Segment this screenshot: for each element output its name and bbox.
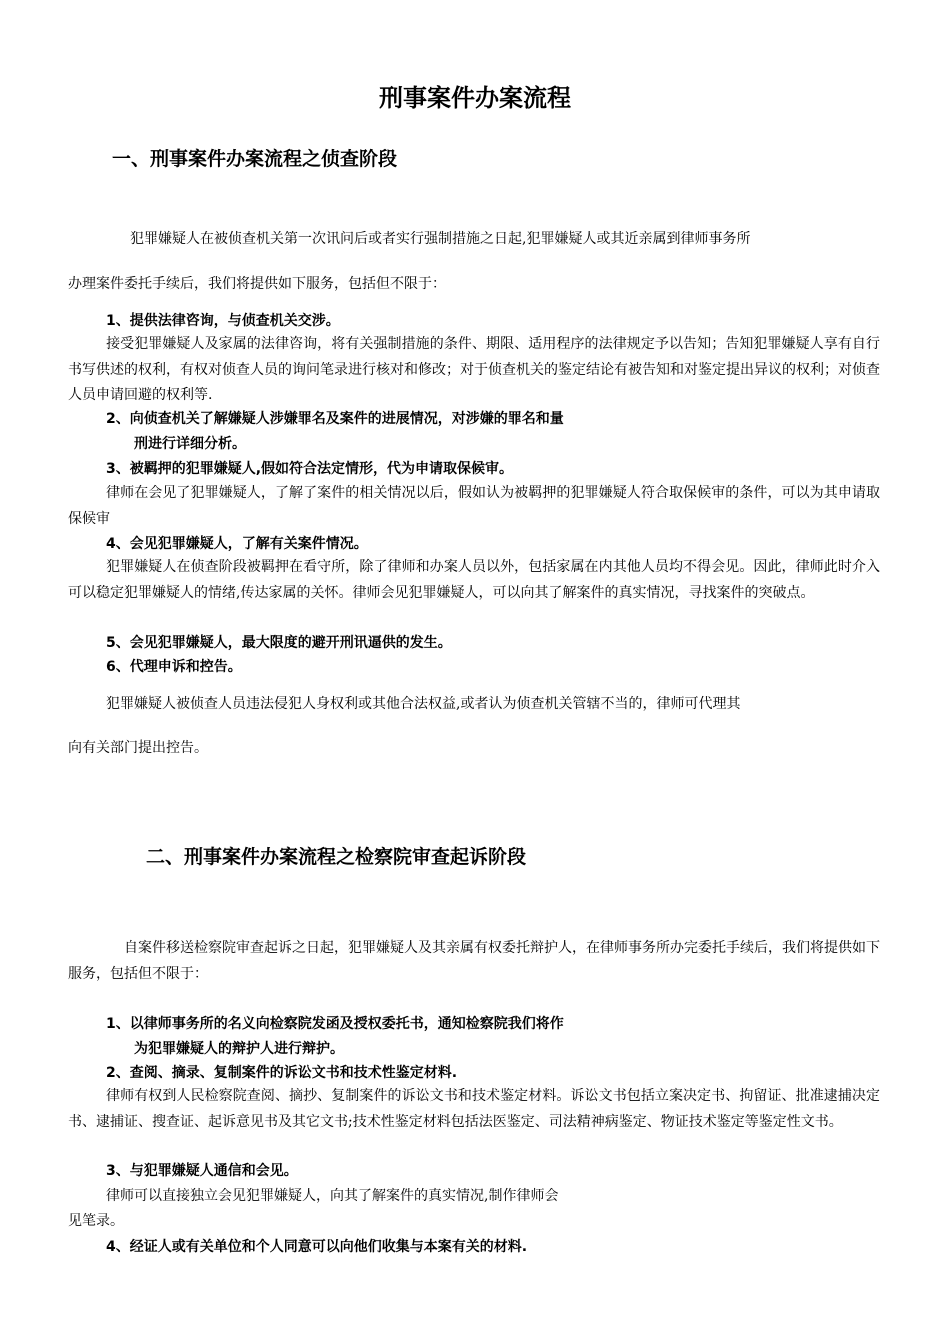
section1-item6-title: 6、代理申诉和控告。: [106, 659, 242, 675]
section1-heading: 一、刑事案件办案流程之侦查阶段: [112, 148, 398, 170]
section2-item2-body: [68, 1084, 880, 1135]
section2-intro: [68, 936, 880, 987]
section1-item2-title-line1: 2、向侦查机关了解嫌疑人涉嫌罪名及案件的进展情况，对涉嫌的罪名和量: [106, 411, 564, 427]
section1-item4-title: 4、会见犯罪嫌疑人，了解有关案件情况。: [106, 536, 368, 552]
section1-item1-body: [68, 332, 880, 409]
section2-item4-title: 4、经证人或有关单位和个人同意可以向他们收集与本案有关的材料.: [106, 1239, 528, 1255]
section1-item6-body-line1: 犯罪嫌疑人被侦查人员违法侵犯人身权利或其他合法权益,或者认为侦查机关管辖不当的，律师可代理其: [106, 696, 741, 712]
section1-intro-line1: 犯罪嫌疑人在被侦查机关第一次讯问后或者实行强制措施之日起,犯罪嫌疑人或其近亲属到律师事务所: [130, 231, 751, 247]
section2-item1-title-line2: 为犯罪嫌疑人的辩护人进行辩护。: [134, 1041, 344, 1057]
section1-item3-body: [68, 481, 880, 532]
section2-item3-body-line2: 见笔录。: [68, 1213, 124, 1229]
section1-item4-body-text: 犯罪嫌疑人在侦查阶段被羁押在看守所，除了律师和办案人员以外，包括家属在内其他人员均不得会见。因此，律师此时介入可以稳定犯罪嫌疑人的情绪,传达家属的关怀。律师会见犯罪嫌疑人，可以向其了解案件的真实情况，寻找案件的突破点。: [68, 559, 880, 601]
section1-item6-body-line2: 向有关部门提出控告。: [68, 740, 208, 756]
document-title: 刑事案件办案流程: [379, 84, 571, 112]
section2-item3-body-line1: 律师可以直接独立会见犯罪嫌疑人，向其了解案件的真实情况,制作律师会: [106, 1188, 559, 1204]
section2-item2-title: 2、查阅、摘录、复制案件的诉讼文书和技术性鉴定材料.: [106, 1065, 458, 1081]
section1-item5-title: 5、会见犯罪嫌疑人，最大限度的避开刑讯逼供的发生。: [106, 635, 452, 651]
section1-item2-title-line2: 刑进行详细分析。: [134, 436, 246, 452]
section1-intro-line2: 办理案件委托手续后，我们将提供如下服务，包括但不限于：: [68, 276, 446, 292]
section1-item3-body-text: 律师在会见了犯罪嫌疑人，了解了案件的相关情况以后，假如认为被羁押的犯罪嫌疑人符合取保候审的条件，可以为其申请取保候审: [68, 485, 880, 527]
section1-item1-body-text: 接受犯罪嫌疑人及家属的法律咨询，将有关强制措施的条件、期限、适用程序的法律规定予以告知；告知犯罪嫌疑人享有自行书写供述的权利，有权对侦查人员的询问笔录进行核对和修改；对于侦查机关的鉴定结论有被告知和对鉴定提出异议的权利；对侦查人员申请回避的权利等.: [68, 336, 880, 403]
section2-item1-title-line1: 1、以律师事务所的名义向检察院发函及授权委托书，通知检察院我们将作: [106, 1016, 564, 1032]
section2-heading: 二、刑事案件办案流程之检察院审查起诉阶段: [146, 846, 527, 868]
section1-item1-title: 1、提供法律咨询，与侦查机关交涉。: [106, 313, 340, 329]
section2-intro-text: 自案件移送检察院审查起诉之日起，犯罪嫌疑人及其亲属有权委托辩护人，在律师事务所办完委托手续后，我们将提供如下服务，包括但不限于：: [68, 940, 880, 982]
section1-item3-title: 3、被羁押的犯罪嫌疑人,假如符合法定情形，代为申请取保候审。: [106, 461, 514, 477]
section2-item2-body-text: 律师有权到人民检察院查阅、摘抄、复制案件的诉讼文书和技术鉴定材料。诉讼文书包括立案决定书、拘留证、批准逮捕决定书、逮捕证、搜查证、起诉意见书及其它文书;技术性鉴定材料包括法医鉴定、司法精神病鉴定、物证技术鉴定等鉴定性文书。: [68, 1088, 880, 1130]
section2-item3-title: 3、与犯罪嫌疑人通信和会见。: [106, 1163, 298, 1179]
section1-item4-body: [68, 555, 880, 606]
